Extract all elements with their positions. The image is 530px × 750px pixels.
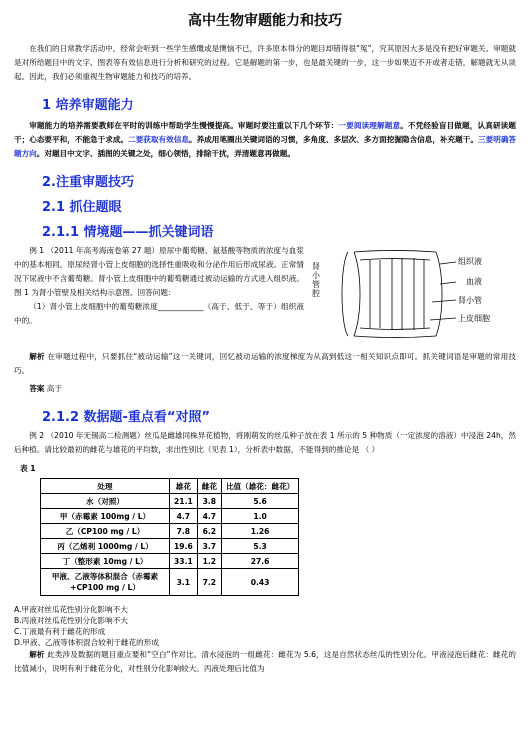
option-d: D.甲液、乙液等体积混合较利于雌花的形成 [14, 638, 159, 647]
table-header-cell: 比值（雄花：雌花） [221, 479, 298, 494]
example-1-text: 例 1 （2011 年高考海南卷第 27 题）原尿中葡萄糖、氨基酸等物质的浓度与血浆中的基本相同。原尿经肾小管上皮细胞的选择性重吸收和分泌作用后形成尿液。正常情况下尿液中不含葡萄糖。肾小管上皮细胞中的葡萄糖通过被动运输的方式进入组织液。图 1 为肾小管壁及相关结构示意图。回答问题： [14, 246, 304, 297]
kidney-tubule-figure [310, 244, 510, 344]
example-2-text: 例 2 （2010 年无锡高二检测题）丝瓜是雌雄同株异花植物，将刚萌发的丝瓜种子放在表 1 所示的 5 种物质（一定浓度的溶液）中浸泡 24h，然后种植。请比较最初的雌花与雄花的平均数，求出性别比（见表 1），分析表中数据，不能得到的推论是 （ ） [14, 431, 516, 454]
table-header-cell: 雌花 [197, 479, 221, 494]
key-point-2: 二要获取有效信息 [128, 135, 189, 144]
figure-label-epithelium: 上皮细胞 [458, 314, 490, 323]
table-row: 甲液、乙液等体积混合（赤霉素+CP100 mg / L） 3.1 7.2 0.43 [41, 569, 299, 596]
table-header-cell: 处理 [41, 479, 170, 494]
section-1-heading: 1 培养审题能力 [42, 98, 134, 113]
option-c: C.丁液最有利于雌花的形成 [14, 627, 106, 636]
table-header-cell: 雄花 [170, 479, 198, 494]
option-a: A.甲液对丝瓜花性别分化影响不大 [14, 605, 128, 614]
page-title: 高中生物审题能力和技巧 [188, 13, 342, 29]
example-1-question: （1）肾小管上皮细胞中的葡萄糖浓度____________（高于、低于、等于）组织液中的。 [14, 302, 304, 325]
table-label: 表 1 [20, 464, 36, 473]
key-point-3: 三要明确答题方向 [14, 135, 517, 158]
section-2-heading: 2.注重审题技巧 [42, 175, 134, 190]
analysis-1: 解析 在审题过程中，只要抓住“被动运输”这一关键词，回忆被动运输的浓度梯度为从高到低这一相关知识点即可。抓关键词语是审题的常用技巧。 [14, 352, 516, 375]
answer-options [14, 604, 516, 648]
option-b: B.丙液对丝瓜花性别分化影响不大 [14, 616, 128, 625]
section-2-1-2-heading: 2.1.2 数据题-重点看“对照” [42, 410, 211, 425]
section-2-1-heading: 2.1 抓住题眼 [42, 200, 122, 215]
intro-paragraph: 在我们的日常教学活动中，经常会听到一些学生感慨或是懊恼不已，许多原本得分的题目却错得很“冤”，究其原因大多是没有把好审题关。审题就是对所给题目中的文字、图表等有效信息进行分析和研究的过程。它是解题的第一步，也是最关键的一步，这一步如果迈不开或者走错，解题就无从谈起。因此，我们必须重视生物审题能力和技巧的培养。 [14, 44, 516, 81]
table-row: 甲（赤霉素 100mg / L） 4.7 4.7 1.0 [41, 509, 299, 524]
figure-label-blood: 血液 [466, 277, 482, 286]
section-1-paragraph: 审题能力的培养需要教师在平时的训练中帮助学生慢慢提高。审题时要注重以下几个环节：一要阅读理解题意。不凭经验盲目做题，认真研读题干；心态要平和，不能急于求成。二要获取有效信息。养成用笔圈出关键词语的习惯，多角度、多层次、多方面挖掘隐含信息，补充题干。三要明确答题方向。对题目中文字、插图的关键之处，细心领悟，排除干扰，弄清题意再做题。 [14, 121, 517, 158]
table-row: 乙（CP100 mg / L） 7.8 6.2 1.26 [41, 524, 299, 539]
figure-label-tubule: 肾小管 [458, 296, 482, 305]
document-page [0, 10, 530, 750]
table-row: 丙（乙烯利 1000mg / L） 19.6 3.7 5.3 [41, 539, 299, 554]
key-point-1: 一要阅读理解题意 [338, 121, 401, 130]
analysis-2: 解析 此类涉及数据的题目重点要和“空白”作对比。清水浸泡的一组雌花：雌花为 5.6，这是自然状态丝瓜的性别分化。甲液浸泡后雌花：雌花的比值减小，说明有利于雌花分化，对性别分化影响较大。丙液处理后比值为 [14, 650, 516, 673]
figure-label-tissue-fluid: 组织液 [458, 257, 482, 266]
figure-label-lumen: 肾小管腔 [312, 262, 320, 298]
example-1-block [14, 244, 516, 344]
table-row: 丁（整形素 10mg / L） 33.1 1.2 27.6 [41, 554, 299, 569]
table-row: 水（对照） 21.1 3.8 5.6 [41, 494, 299, 509]
table-header-row [41, 479, 299, 494]
section-2-1-1-heading: 2.1.1 情境题——抓关键词语 [42, 225, 214, 240]
data-table [40, 478, 299, 596]
answer-1: 答案 高于 [29, 384, 62, 393]
